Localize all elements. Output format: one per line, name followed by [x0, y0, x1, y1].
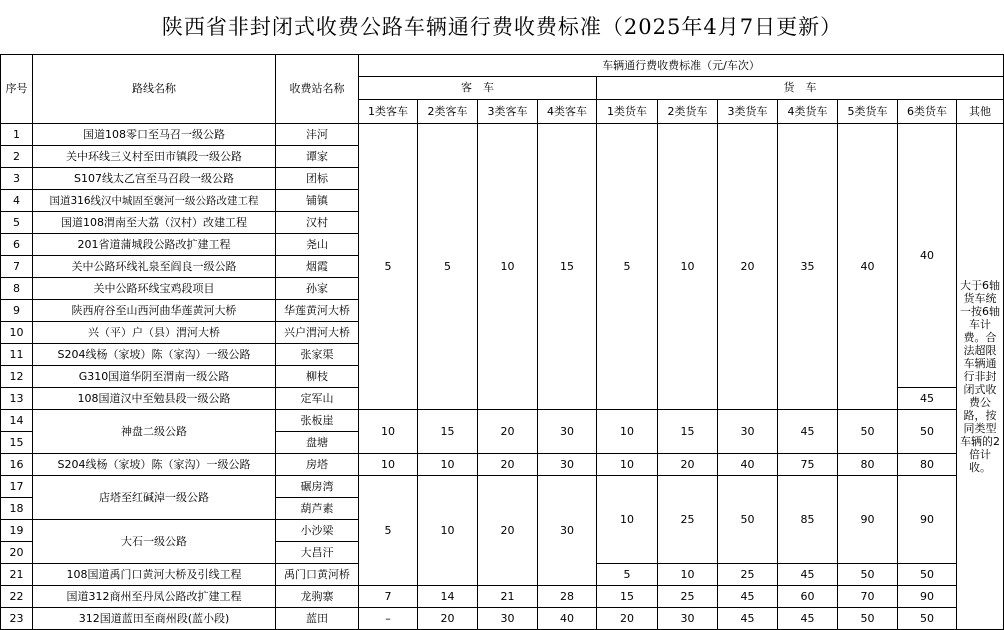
fee-cell: 80 [898, 454, 957, 476]
route-name: S204线杨（家坡）陈（家沟）一级公路 [33, 344, 276, 366]
fee-cell: 5 [359, 124, 418, 410]
row-number: 20 [1, 542, 33, 564]
fee-cell: 25 [718, 564, 778, 586]
route-name: G310国道华阴至渭南一级公路 [33, 366, 276, 388]
fee-cell: 45 [718, 586, 778, 608]
row-number: 8 [1, 278, 33, 300]
station-name: 孙家 [276, 278, 359, 300]
other-note: 大于6轴货车统一按6轴车计费。合法超限车辆通行非封闭式收费公路，按同类型车辆的2倍计收。 [957, 124, 1004, 630]
fee-cell: 10 [418, 454, 478, 476]
row-number: 2 [1, 146, 33, 168]
fee-cell: 15 [538, 124, 597, 410]
route-header: 路线名称 [33, 55, 276, 124]
fee-cell: 15 [658, 410, 718, 454]
fee-cell: 30 [538, 476, 597, 586]
fee-cell: 80 [838, 454, 898, 476]
fee-cell: 50 [898, 564, 957, 586]
fee-cell: 50 [838, 564, 898, 586]
fee-cell: 60 [778, 586, 838, 608]
table-row [1, 410, 1004, 432]
route-name: 108国道汉中至勉县段一级公路 [33, 388, 276, 410]
fee-cell: 90 [898, 586, 957, 608]
fee-cell: 10 [658, 564, 718, 586]
fee-cell: 15 [418, 410, 478, 454]
station-name: 谭家 [276, 146, 359, 168]
fee-cell: 40 [898, 124, 957, 388]
station-name: 团标 [276, 168, 359, 190]
fee-cell: 10 [359, 454, 418, 476]
station-name: 张板崖 [276, 410, 359, 432]
station-name: 华莲黄河大桥 [276, 300, 359, 322]
table-row [1, 586, 1004, 608]
fee-cell: 25 [658, 586, 718, 608]
col-h6-header: 6类货车 [898, 100, 957, 124]
col-h2-header: 2类货车 [658, 100, 718, 124]
fee-cell: 30 [658, 608, 718, 630]
row-number: 4 [1, 190, 33, 212]
fee-cell: 10 [597, 454, 658, 476]
route-name: S107线太乙宫至马召段一级公路 [33, 168, 276, 190]
fee-cell: 5 [597, 564, 658, 586]
fee-cell: 10 [418, 476, 478, 586]
seq-header: 序号 [1, 55, 33, 124]
fee-cell: 20 [478, 454, 538, 476]
col-h4-header: 4类货车 [778, 100, 838, 124]
fee-cell: 30 [538, 410, 597, 454]
station-name: 大昌汗 [276, 542, 359, 564]
row-number: 18 [1, 498, 33, 520]
fee-cell: 20 [478, 410, 538, 454]
passenger-header: 客 车 [359, 77, 597, 100]
station-name: 兴户渭河大桥 [276, 322, 359, 344]
fee-cell: 85 [778, 476, 838, 564]
station-name: 尧山 [276, 234, 359, 256]
station-name: 柳枝 [276, 366, 359, 388]
route-name: 神盘二级公路 [33, 410, 276, 454]
row-number: 12 [1, 366, 33, 388]
fee-cell: 25 [658, 476, 718, 564]
fee-cell: 5 [597, 124, 658, 410]
col-other-header: 其他 [957, 100, 1004, 124]
station-name: 定军山 [276, 388, 359, 410]
fee-cell: 45 [778, 564, 838, 586]
fee-cell: 10 [658, 124, 718, 410]
station-name: 葫芦素 [276, 498, 359, 520]
row-number: 9 [1, 300, 33, 322]
fee-cell: 21 [478, 586, 538, 608]
row-number: 7 [1, 256, 33, 278]
station-name: 汉村 [276, 212, 359, 234]
fee-cell: 45 [718, 608, 778, 630]
fee-cell: 20 [597, 608, 658, 630]
station-name: 盘塘 [276, 432, 359, 454]
station-name: 铺镇 [276, 190, 359, 212]
header-row-1 [1, 55, 1004, 77]
route-name: 国道312商州至丹凤公路改扩建工程 [33, 586, 276, 608]
station-name: 禹门口黄河桥 [276, 564, 359, 586]
fee-cell: 10 [359, 410, 418, 454]
fee-cell: 30 [718, 410, 778, 454]
route-name: 兴（平）户（县）渭河大桥 [33, 322, 276, 344]
route-name: 陕西府谷至山西河曲华莲黄河大桥 [33, 300, 276, 322]
station-name: 小沙梁 [276, 520, 359, 542]
row-number: 3 [1, 168, 33, 190]
fee-cell: 50 [718, 476, 778, 564]
fee-cell: 45 [778, 608, 838, 630]
fee-cell: 20 [418, 608, 478, 630]
route-name: 108国道禹门口黄河大桥及引线工程 [33, 564, 276, 586]
table-row [1, 124, 1004, 146]
fee-cell: 30 [478, 608, 538, 630]
fee-cell: 50 [838, 410, 898, 454]
row-number: 14 [1, 410, 33, 432]
row-number: 22 [1, 586, 33, 608]
fee-cell: 50 [838, 608, 898, 630]
fee-cell: 5 [359, 476, 418, 586]
col-h5-header: 5类货车 [838, 100, 898, 124]
fee-cell: 50 [898, 608, 957, 630]
col-k3-header: 3类客车 [478, 100, 538, 124]
fee-cell: 10 [597, 476, 658, 564]
row-number: 15 [1, 432, 33, 454]
standard-header: 车辆通行费收费标准（元/车次） [359, 55, 1004, 77]
fee-cell: 14 [418, 586, 478, 608]
station-name: 沣河 [276, 124, 359, 146]
row-number: 6 [1, 234, 33, 256]
fee-cell: 20 [658, 454, 718, 476]
fee-cell: 10 [478, 124, 538, 410]
table-row [1, 608, 1004, 630]
route-name: 国道316线汉中城固至褒河一级公路改建工程 [33, 190, 276, 212]
fee-cell: 28 [538, 586, 597, 608]
row-number: 19 [1, 520, 33, 542]
route-name: 关中公路环线宝鸡段项目 [33, 278, 276, 300]
fee-cell: 50 [898, 410, 957, 454]
station-name: 龙驹寨 [276, 586, 359, 608]
row-number: 23 [1, 608, 33, 630]
fee-cell: 30 [538, 454, 597, 476]
fee-cell: 90 [838, 476, 898, 564]
route-name: S204线杨（家坡）陈（家沟）一级公路 [33, 454, 276, 476]
fee-cell: 10 [597, 410, 658, 454]
col-k1-header: 1类客车 [359, 100, 418, 124]
fee-cell: 40 [718, 454, 778, 476]
fee-cell: 40 [538, 608, 597, 630]
row-number: 1 [1, 124, 33, 146]
fee-cell: 90 [898, 476, 957, 564]
fee-cell: 45 [778, 410, 838, 454]
row-number: 21 [1, 564, 33, 586]
fee-table [0, 54, 1004, 630]
col-k4-header: 4类客车 [538, 100, 597, 124]
row-number: 16 [1, 454, 33, 476]
fee-cell: 7 [359, 586, 418, 608]
fee-cell: 45 [898, 388, 957, 410]
freight-header: 货 车 [597, 77, 1004, 100]
row-number: 5 [1, 212, 33, 234]
route-name: 大石一级公路 [33, 520, 276, 564]
route-name: 关中公路环线礼泉至阎良一级公路 [33, 256, 276, 278]
fee-cell: 20 [718, 124, 778, 410]
station-name: 碾房湾 [276, 476, 359, 498]
route-name: 国道108渭南至大荔（汉村）改建工程 [33, 212, 276, 234]
station-header: 收费站名称 [276, 55, 359, 124]
route-name: 312国道蓝田至商州段(蓝小段) [33, 608, 276, 630]
col-h3-header: 3类货车 [718, 100, 778, 124]
fee-cell: 5 [418, 124, 478, 410]
fee-cell: 35 [778, 124, 838, 410]
route-name: 201省道蒲城段公路改扩建工程 [33, 234, 276, 256]
table-row [1, 454, 1004, 476]
fee-cell: 75 [778, 454, 838, 476]
fee-cell: 70 [838, 586, 898, 608]
route-name: 国道108零口至马召一级公路 [33, 124, 276, 146]
fee-cell: 20 [478, 476, 538, 586]
station-name: 烟霞 [276, 256, 359, 278]
fee-cell: 40 [838, 124, 898, 410]
station-name: 蓝田 [276, 608, 359, 630]
station-name: 房塔 [276, 454, 359, 476]
table-row [1, 476, 1004, 498]
row-number: 11 [1, 344, 33, 366]
fee-cell: 15 [597, 586, 658, 608]
route-name: 关中环线三义村至田市镇段一级公路 [33, 146, 276, 168]
route-name: 店塔至红碱淖一级公路 [33, 476, 276, 520]
row-number: 10 [1, 322, 33, 344]
row-number: 17 [1, 476, 33, 498]
col-h1-header: 1类货车 [597, 100, 658, 124]
col-k2-header: 2类客车 [418, 100, 478, 124]
row-number: 13 [1, 388, 33, 410]
station-name: 张家渠 [276, 344, 359, 366]
document-title: 陕西省非封闭式收费公路车辆通行费收费标准（2025年4月7日更新） [161, 15, 843, 39]
fee-cell: – [359, 608, 418, 630]
